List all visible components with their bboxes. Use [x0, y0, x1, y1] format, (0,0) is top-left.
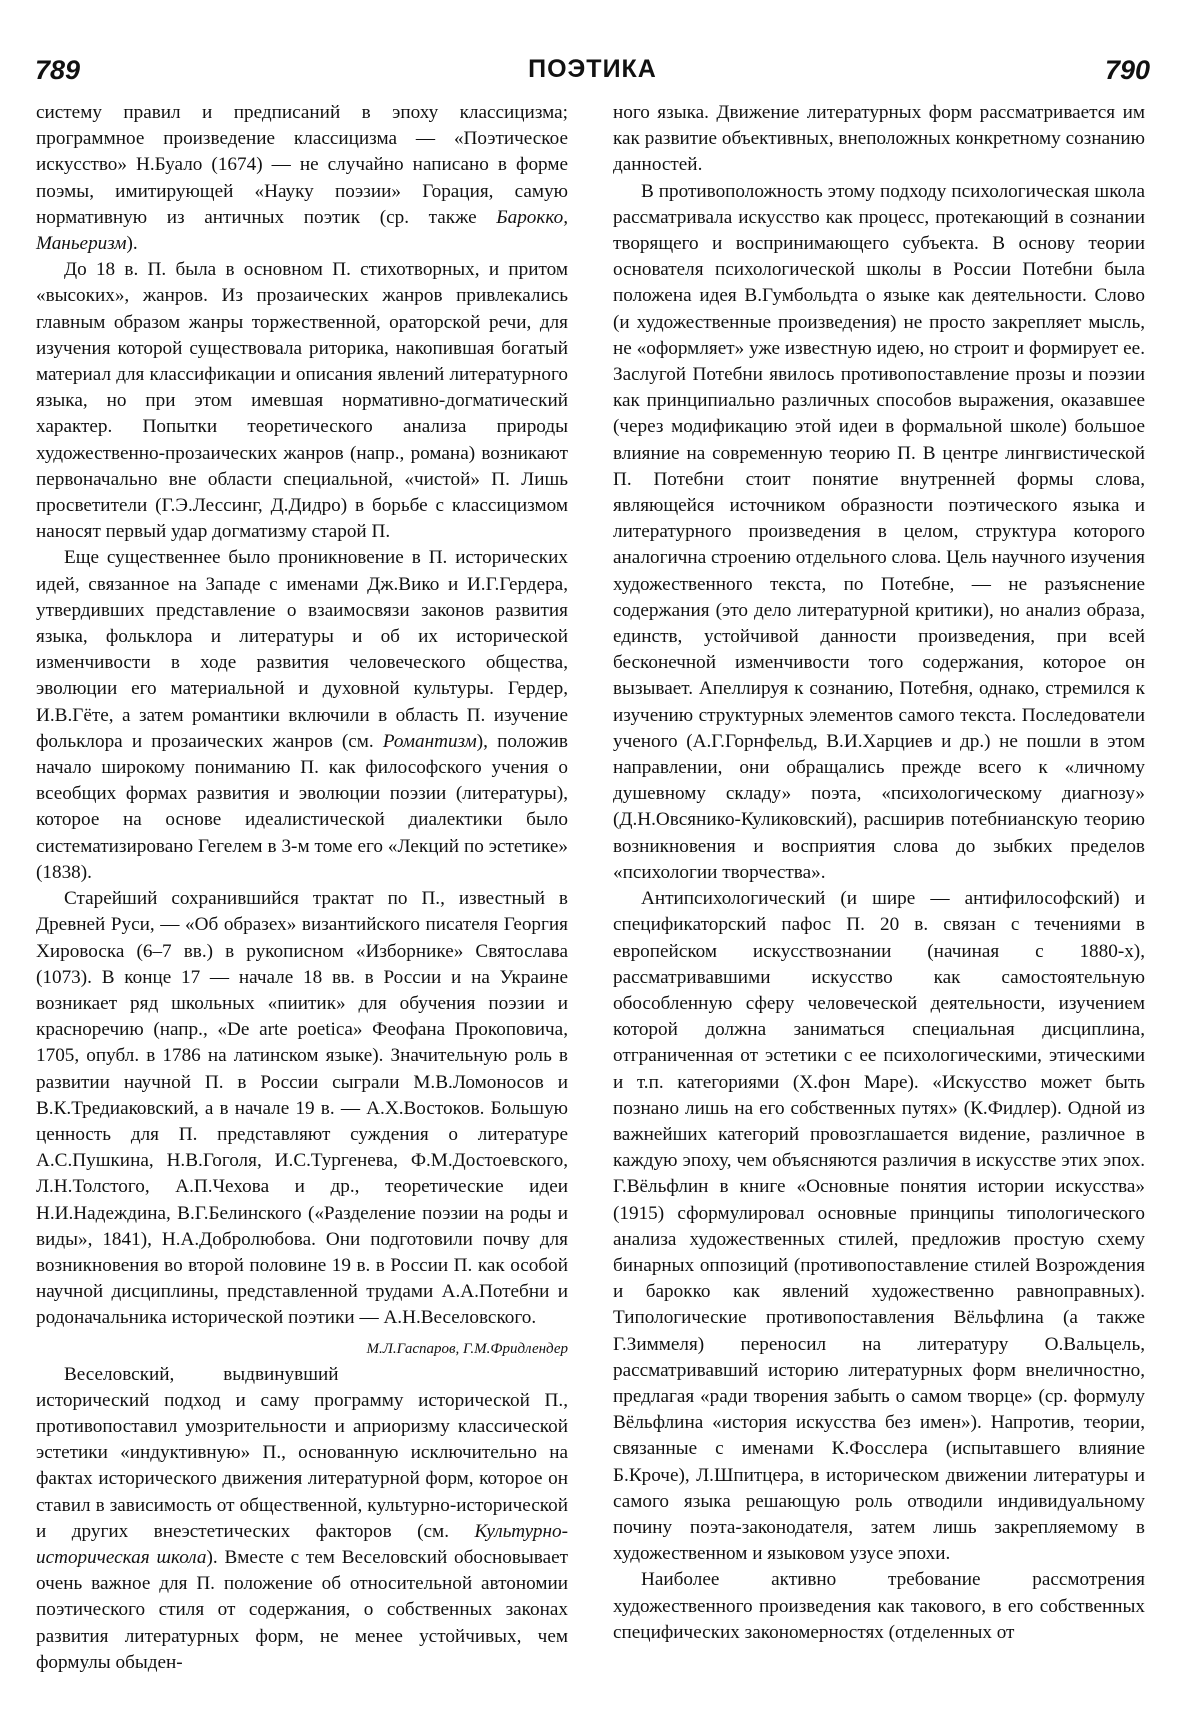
author-signature: М.Л.Гаспаров, Г.М.Фридлендер: [366, 1340, 568, 1357]
paragraph: Старейший сохранившийся трактат по П., известный в Древней Руси, — «Об образех» византийского писателя Георгия Хировоска (6–7 вв.) в рукописном «Изборнике» Святослава (1073). В конце 17 — начале 18 вв. в России и на Украине возникает ряд школьных «пиитик» для обучения поэзии и красноречию (напр., «De arte poetica» Феофана Прокоповича, 1705, опубл. в 1786 на латинском языке). Значительную роль в развитии научной П. в России сыграли М.В.Ломоносов и В.К.Тредиаковский, а в начале 19 в. — А.Х.Востоков. Большую ценность для П. представляют суждения о литературе А.С.Пушкина, Н.В.Гоголя, И.С.Тургенева, Ф.М.Достоевского, Л.Н.Толстого, А.П.Чехова и др., теоретические идеи Н.И.Надеждина, В.Г.Белинского («Разделение поэзии на роды и виды», 1841), Н.А.Добролюбова. Они подготовили почву для возникновения во второй половине 19 в. в России П. как особой научной дисциплины, представленной трудами А.А.Потебни и родоначальника исторической поэтики — А.Н.Веселовского. М.Л.Гаспаров, Г.М.Фридлендер: [36, 886, 568, 1331]
page-number-right: 790: [1104, 55, 1150, 85]
paragraph: систему правил и предписаний в эпоху классицизма; программное произведение классицизма — «Поэтическое искусство» Н.Буало (1674) — не случайно написано в форме поэмы, имитирующей «Науку поэзии» Горация, самую нормативную из античных поэтик (ср. также Барокко, Маньеризм).: [36, 102, 568, 255]
paragraph: Веселовский, выдвинувший исторический подход и саму программу исторической П., противопоставил умозрительности и априоризму классической эстетики «индуктивную» П., основанную исключительно на фактах исторического движения литературной форм, которое он ставил в зависимость от общественной, культурно-исторической и других внеэстетических факторов (см. Культурно-историческая школа). Вместе с тем Веселовский обосновывает очень важное для П. положение об относительной автономии поэтического стиля от содержания, о собственных законах развития литературных форм, не менее устойчивых, чем формулы обыден-: [36, 1363, 569, 1673]
paragraph: Антипсихологический (и шире — антифилософский) и спецификаторский пафос П. 20 в. связан с течениями в европейском искусствознании (начиная с 1880-х), рассматривавшими искусство как самостоятельную обособленную сферу человеческой деятельности, изучением которой должна заниматься специальная дисциплина, отграниченная от эстетики с ее психологическими, этическими и т.п. категориями (Х.фон Маре). «Искусство может быть познано лишь на его собственных путях» (К.Фидлер). Одной из важнейших категорий провозглашается видение, различное в каждую эпоху, чем объясняются различия в искусстве этих эпох. Г.Вёльфлин в книге «Основные понятия истории искусства» (1915) сформулировал основные принципы типологического анализа художественных стилей, предложив простую схему бинарных оппозиций (противопоставление стилей Возрождения и барокко как явлений художественно равноправных). Типологические противопоставления Вёльфлина (а также Г.Зиммеля) переносил на литературу О.Вальцель, рассматривавший историю литературных форм внеличностно, предлагая «ради творения забыть о самом творце» (ср. формулу Вёльфлина «история искусства без имен»). Напротив, теории, связанные с именами К.Фосслера (испытавшего влияние Б.Кроче), Л.Шпитцера, в историческом движении литературы и самого языка решающую роль отводили индивидуальному почину поэта-законодателя, затем лишь закрепляемому в художественном и языковом узусе эпохи.: [613, 888, 1145, 1565]
cross-reference[interactable]: Культурно-историческая школа: [36, 1520, 568, 1568]
paragraph: Наиболее активно требование рассмотрения художественного произведения как такового, в его собственных специфических закономерностях (отделенных от: [613, 1569, 1145, 1643]
paragraph: ного языка. Движение литературных форм рассматривается им как развитие объективных, внеположных конкретному сознанию данностей.: [613, 102, 1145, 176]
page-number-left: 789: [35, 55, 81, 85]
paragraph: Еще существеннее было проникновение в П. исторических идей, связанное на Западе с именами Дж.Вико и И.Г.Гердера, утвердивших представление о взаимосвязи законов развития языка, фольклора и литературы и об их исторической изменчивости в ходе развития человеческого общества, эволюции его материальной и духовной культуры. Гердер, И.В.Гёте, а затем романтики включили в область П. изучение фольклора и прозаических жанров (см. Романтизм), положив начало широкому пониманию П. как философского учения о всеобщих формах развития и эволюции поэзии (литературы), которое на основе идеалистической диалектики было систематизировано Гегелем в 3-м томе его «Лекций по эстетике» (1838).: [36, 547, 568, 883]
cross-reference[interactable]: Романтизм: [382, 730, 477, 752]
cross-reference[interactable]: Барокко, Маньеризм: [36, 206, 568, 255]
left-column: [36, 100, 568, 1676]
right-column: [613, 100, 1145, 1646]
running-header: [35, 55, 1150, 95]
running-title: ПОЭТИКА: [528, 55, 657, 83]
paragraph: До 18 в. П. была в основном П. стихотворных, и притом «высоких», жанров. Из прозаических жанров привлекались главным образом жанры торжественной, ораторской речи, для изучения которой существовала риторика, накопившая богатый материал для классификации и описания явлений литературного языка, но при этом имевшая нормативно-догматический характер. Попытки теоретического анализа природы художественно-прозаических жанров (напр., романа) возникают первоначально вне области специальной, «чистой» П. Лишь просветители (Г.Э.Лессинг, Д.Дидро) в борьбе с классицизмом наносят первый удар догматизму старой П.: [36, 259, 568, 543]
paragraph: В противоположность этому подходу психологическая школа рассматривала искусство как процесс, протекающий в сознании творящего и воспринимающего субъекта. В основу теории основателя психологической школы в России Потебни была положена идея В.Гумбольдта о языке как деятельности. Слово (и художественные произведения) не просто закрепляет мысль, не «оформляет» уже известную идею, но строит и формирует ее. Заслугой Потебни явилось противопоставление прозы и поэзии как принципиально различных способов выражения, оказавшее (через модификацию этой идеи в формальной школе) большое влияние на современную теорию П. В центре лингвистической П. Потебни стоит понятие внутренней формы слова, являющейся источником образности поэтического языка и литературного произведения в целом, структура которого аналогична строению отдельного слова. Цель научного изучения художественного текста, по Потебне, — не разъяснение содержания (это дело литературной критики), но анализ образа, единств, устойчивой данности произведения, при всей бесконечной изменчивости того содержания, которое он вызывает. Апеллируя к сознанию, Потебня, однако, стремился к изучению структурных элементов самого текста. Последователи ученого (А.Г.Горнфельд, В.И.Харциев и др.) не пошли в этом направлении, они обращались прежде всего к «личному душевному складу» поэта, «психологическому диагнозу» (Д.Н.Овсянико-Куликовский), расширив потебнианскую теорию возникновения и восприятия слова до зыбких пределов «психологии творчества».: [613, 180, 1145, 883]
